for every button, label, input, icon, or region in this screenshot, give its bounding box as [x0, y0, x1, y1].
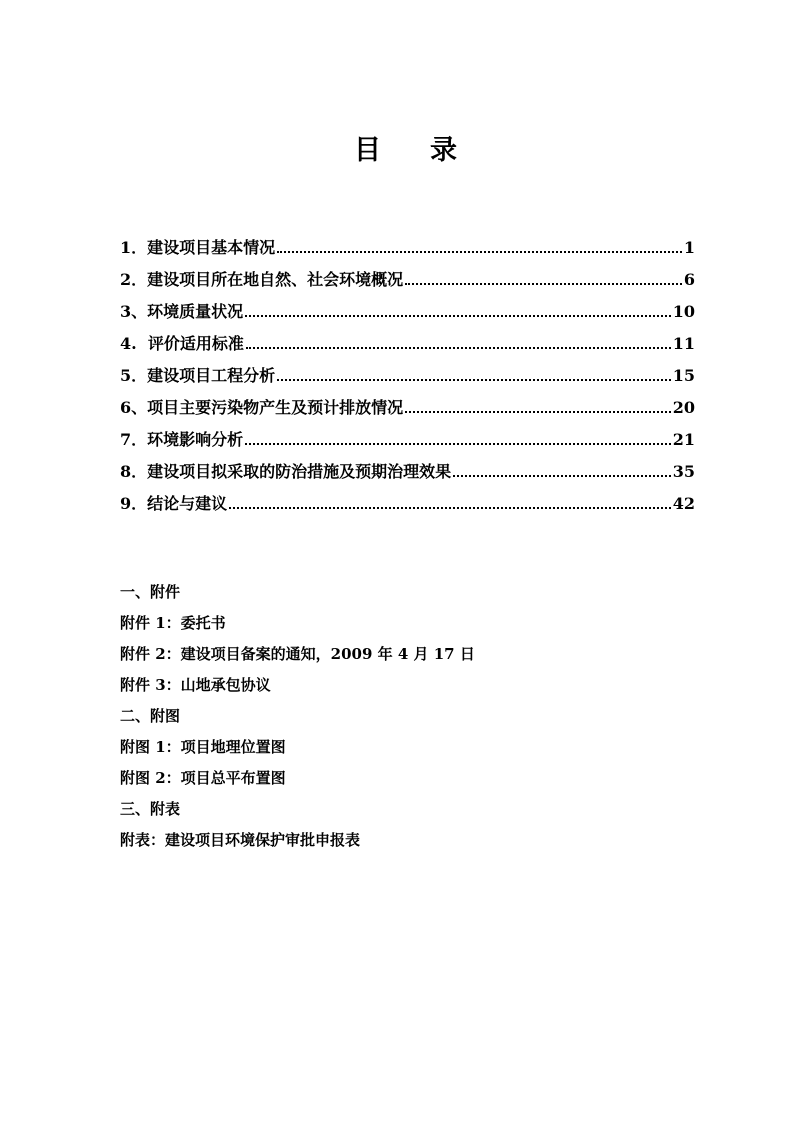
appendix-item: 附表：建设项目环境保护审批申报表 — [120, 831, 361, 849]
appendix-item: 附件 2：建设项目备案的通知，2009 年 4 月 17 日 — [120, 645, 475, 663]
toc-leader-dots — [245, 443, 671, 445]
toc-entry[interactable] — [120, 386, 695, 418]
toc-entry[interactable] — [120, 322, 695, 354]
toc-page-number: 11 — [672, 334, 695, 353]
toc-entry[interactable] — [120, 258, 695, 290]
toc-page-number: 21 — [672, 430, 695, 449]
toc-entry-label: 5．建设项目工程分析 — [120, 366, 276, 385]
toc-entry[interactable] — [120, 482, 695, 514]
toc-page-number: 1 — [683, 238, 695, 257]
toc-entry[interactable] — [120, 354, 695, 386]
toc-entry-label: 2．建设项目所在地自然、社会环境概况 — [120, 270, 404, 289]
toc-leader-dots — [405, 283, 682, 285]
toc-entry[interactable] — [120, 290, 695, 322]
toc-entry-label: 3、环境质量状况 — [120, 302, 244, 321]
appendix-section-heading: 二、附图 — [120, 707, 181, 725]
appendix-section-heading: 一、附件 — [120, 583, 181, 601]
toc-leader-dots — [277, 379, 671, 381]
toc-leader-dots — [453, 475, 671, 477]
toc-page-number: 15 — [672, 366, 695, 385]
toc-leader-dots — [229, 507, 671, 509]
toc-leader-dots — [277, 251, 682, 253]
appendix-item: 附件 1：委托书 — [120, 614, 226, 632]
title-char-right: 录 — [430, 135, 457, 166]
appendix-section-heading: 三、附表 — [120, 800, 181, 818]
toc-leader-dots — [246, 347, 671, 349]
toc-entry-label: 1．建设项目基本情况 — [120, 238, 276, 257]
appendix-item: 附件 3：山地承包协议 — [120, 676, 271, 694]
toc-entry-label: 7．环境影响分析 — [120, 430, 244, 449]
appendix-list — [120, 581, 695, 860]
page-title — [0, 134, 794, 174]
title-char-left: 目 — [354, 135, 381, 166]
toc-entry[interactable] — [120, 418, 695, 450]
appendix-item: 附图 2：项目总平布置图 — [120, 769, 286, 787]
toc-entry[interactable] — [120, 450, 695, 482]
table-of-contents — [120, 226, 695, 514]
appendix-item: 附图 1：项目地理位置图 — [120, 738, 286, 756]
toc-page-number: 35 — [672, 462, 695, 481]
toc-entry[interactable] — [120, 226, 695, 258]
toc-entry-label: 6、项目主要污染物产生及预计排放情况 — [120, 398, 404, 417]
toc-leader-dots — [245, 315, 671, 317]
toc-page-number: 42 — [672, 494, 695, 513]
toc-leader-dots — [405, 411, 671, 413]
toc-entry-label: 4. 评价适用标准 — [120, 334, 244, 353]
toc-page-number: 10 — [672, 302, 695, 321]
toc-page-number: 6 — [683, 270, 695, 289]
toc-entry-label: 8．建设项目拟采取的防治措施及预期治理效果 — [120, 462, 452, 481]
toc-entry-label: 9．结论与建议 — [120, 494, 228, 513]
toc-page-number: 20 — [672, 398, 695, 417]
